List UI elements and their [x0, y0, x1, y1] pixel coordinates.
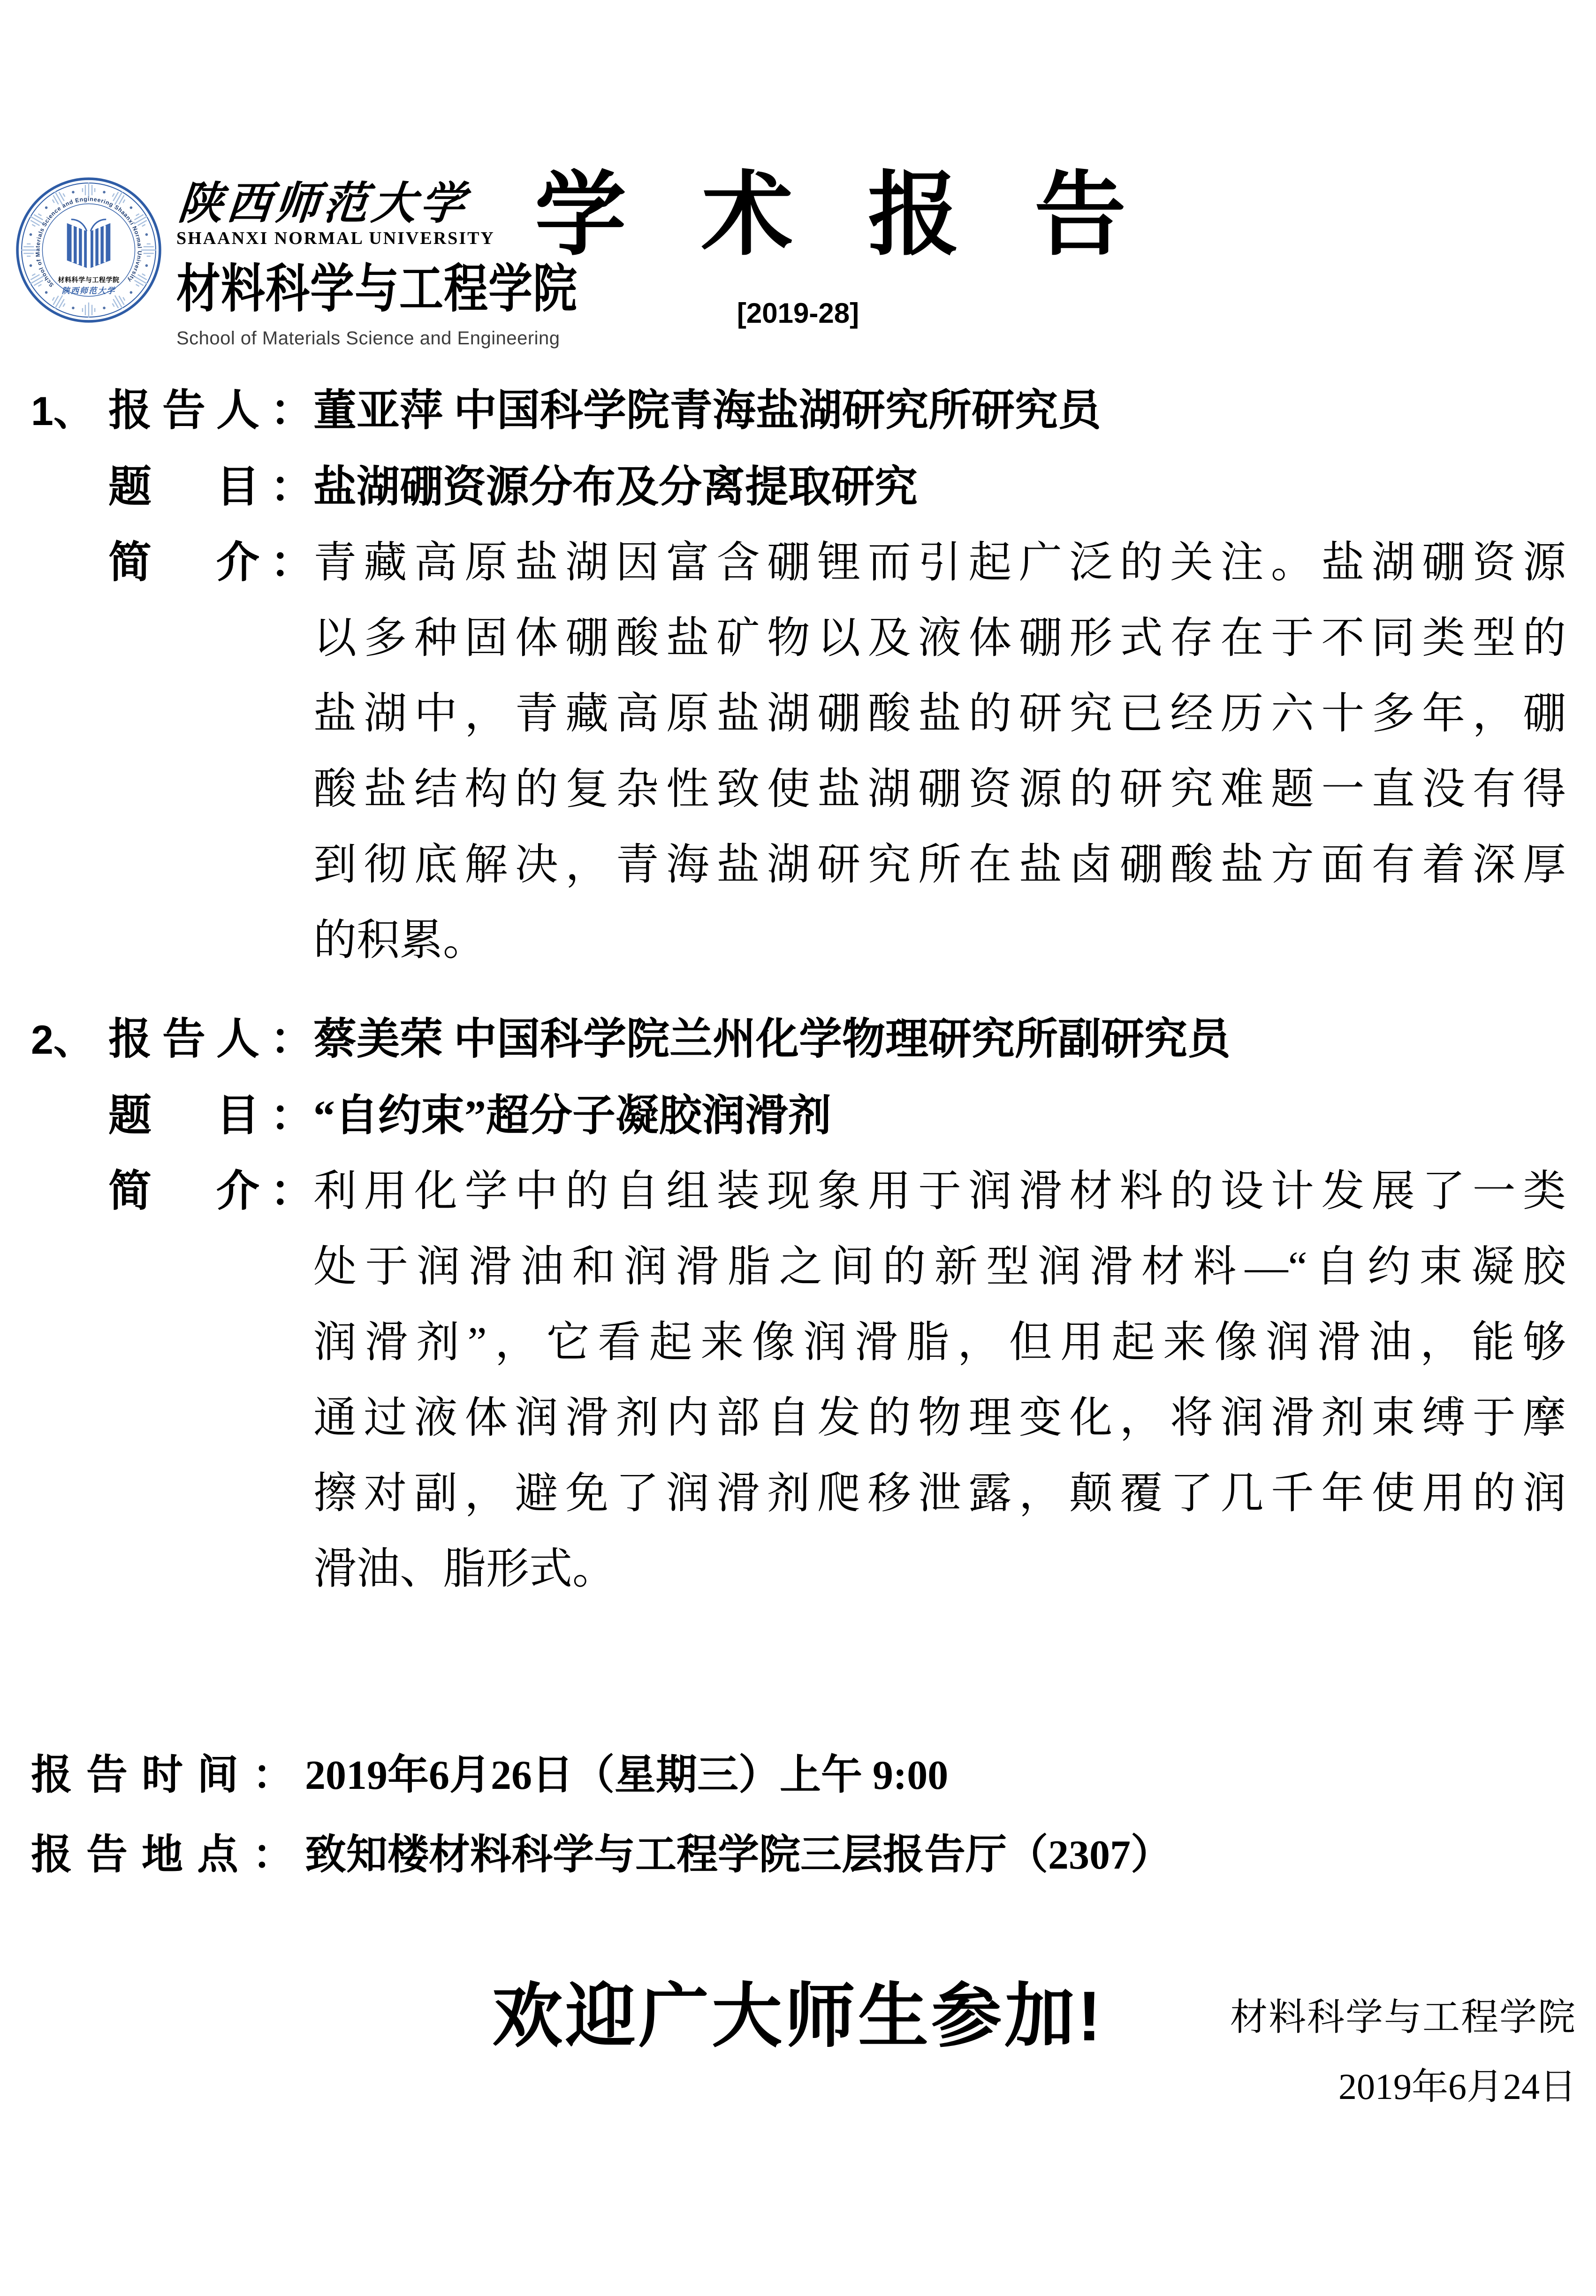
intro-line: 以多种固体硼酸盐矿物以及液体硼形式存在于不同类型的: [313, 614, 1566, 662]
intro-line: 擦对副，避免了润滑剂爬移泄露，颠覆了几千年使用的润: [313, 1469, 1566, 1517]
intro-row: [0, 1456, 1596, 1531]
intro-row: [0, 1531, 1596, 1607]
time-value: 2019年6月26日（星期三）上午 9:00: [305, 1753, 949, 1798]
intro-row: [0, 1229, 1596, 1305]
school-name-en: School of Materials Science and Engineering: [176, 328, 560, 349]
school-logo-icon: [13, 175, 164, 326]
speaker-row: [0, 1002, 1596, 1078]
school-name-cn: 材料科学与工程学院: [176, 259, 578, 318]
speaker-row: [0, 373, 1596, 449]
university-name-calligraphy: 陕西师范大学: [176, 179, 471, 228]
intro-label: 简 介：: [108, 539, 313, 586]
place-label: 报 告 地 点 ：: [31, 1832, 294, 1878]
report-title: 学术报告: [535, 165, 1201, 266]
intro-line: 通过液体润滑剂内部自发的物理变化，将润滑剂束缚于摩: [313, 1394, 1566, 1442]
section-1: [0, 373, 1596, 978]
speaker-number: 2、: [31, 1018, 94, 1063]
school-logo: [13, 175, 164, 326]
intro-row: [0, 827, 1596, 903]
intro-line: 青藏高原盐湖因富含硼锂而引起广泛的关注。盐湖硼资源: [313, 539, 1566, 586]
intro-line: 的积累。: [313, 916, 486, 964]
header-text: [176, 175, 578, 349]
place-value: 致知楼材料科学与工程学院三层报告厅（2307）: [305, 1832, 1172, 1878]
topic-label: 题 目：: [108, 463, 313, 511]
intro-row: [0, 601, 1596, 676]
speaker-number: 1、: [31, 389, 94, 434]
logo-school-name: 材料科学与工程学院: [58, 276, 120, 284]
announcement-page: [0, 165, 1596, 2296]
signature-school: 材料科学与工程学院: [1230, 1997, 1576, 2038]
university-name-en: SHAANXI NORMAL UNIVERSITY: [176, 228, 495, 248]
section-2: [0, 1002, 1596, 1607]
footer-info: [0, 1738, 1596, 1893]
time-row: [0, 1738, 1596, 1813]
intro-row: [0, 676, 1596, 752]
intro-row: [0, 903, 1596, 978]
intro-row: [0, 1380, 1596, 1456]
place-row: [0, 1817, 1596, 1893]
speaker-label: 报告人：: [108, 1015, 313, 1063]
logo-ring-text: School of Materials Science and Engineering Shaanxi Normal University: [34, 196, 143, 289]
intro-row: [0, 1305, 1596, 1380]
topic-row: [0, 1078, 1596, 1154]
intro-line: 利用化学中的自组装现象用于润滑材料的设计发展了一类: [313, 1167, 1566, 1215]
speaker-label: 报告人：: [108, 387, 313, 434]
intro-line: 处于润滑油和润滑脂之间的新型润滑材料—“自约束凝胶: [313, 1243, 1566, 1291]
report-issue-number: [2019-28]: [737, 297, 859, 329]
topic-label: 题 目：: [108, 1092, 313, 1140]
intro-row: [0, 1154, 1596, 1229]
topic-value: “自约束”超分子凝胶润滑剂: [313, 1092, 832, 1140]
intro-line: 盐湖中，青藏高原盐湖硼酸盐的研究已经历六十多年，硼: [313, 690, 1566, 737]
topic-row: [0, 449, 1596, 525]
intro-line: 滑油、脂形式。: [313, 1545, 616, 1593]
intro-line: 到彻底解决，青海盐湖研究所在盐卤硼酸盐方面有着深厚: [313, 841, 1566, 889]
intro-row: [0, 525, 1596, 601]
open-book-icon: [67, 220, 111, 268]
footer-bottom: [0, 1949, 1596, 2130]
time-label: 报 告 时 间 ：: [31, 1753, 294, 1798]
intro-line: 润滑剂”，它看起来像润滑脂，但用起来像润滑油，能够: [313, 1318, 1566, 1366]
speaker-value: 蔡美荣 中国科学院兰州化学物理研究所副研究员: [313, 1015, 1231, 1063]
intro-label: 简 介：: [108, 1167, 313, 1215]
speaker-value: 董亚萍 中国科学院青海盐湖研究所研究员: [313, 387, 1102, 434]
intro-line: 酸盐结构的复杂性致使盐湖硼资源的研究难题一直没有得: [313, 765, 1566, 813]
logo-university-name: 陕西师范大学: [61, 286, 116, 296]
topic-value: 盐湖硼资源分布及分离提取研究: [313, 463, 918, 511]
signature-date: 2019年6月24日: [1338, 2066, 1576, 2107]
welcome-message: 欢迎广大师生参加!: [492, 1977, 1104, 2055]
header: [13, 175, 578, 349]
intro-row: [0, 752, 1596, 827]
